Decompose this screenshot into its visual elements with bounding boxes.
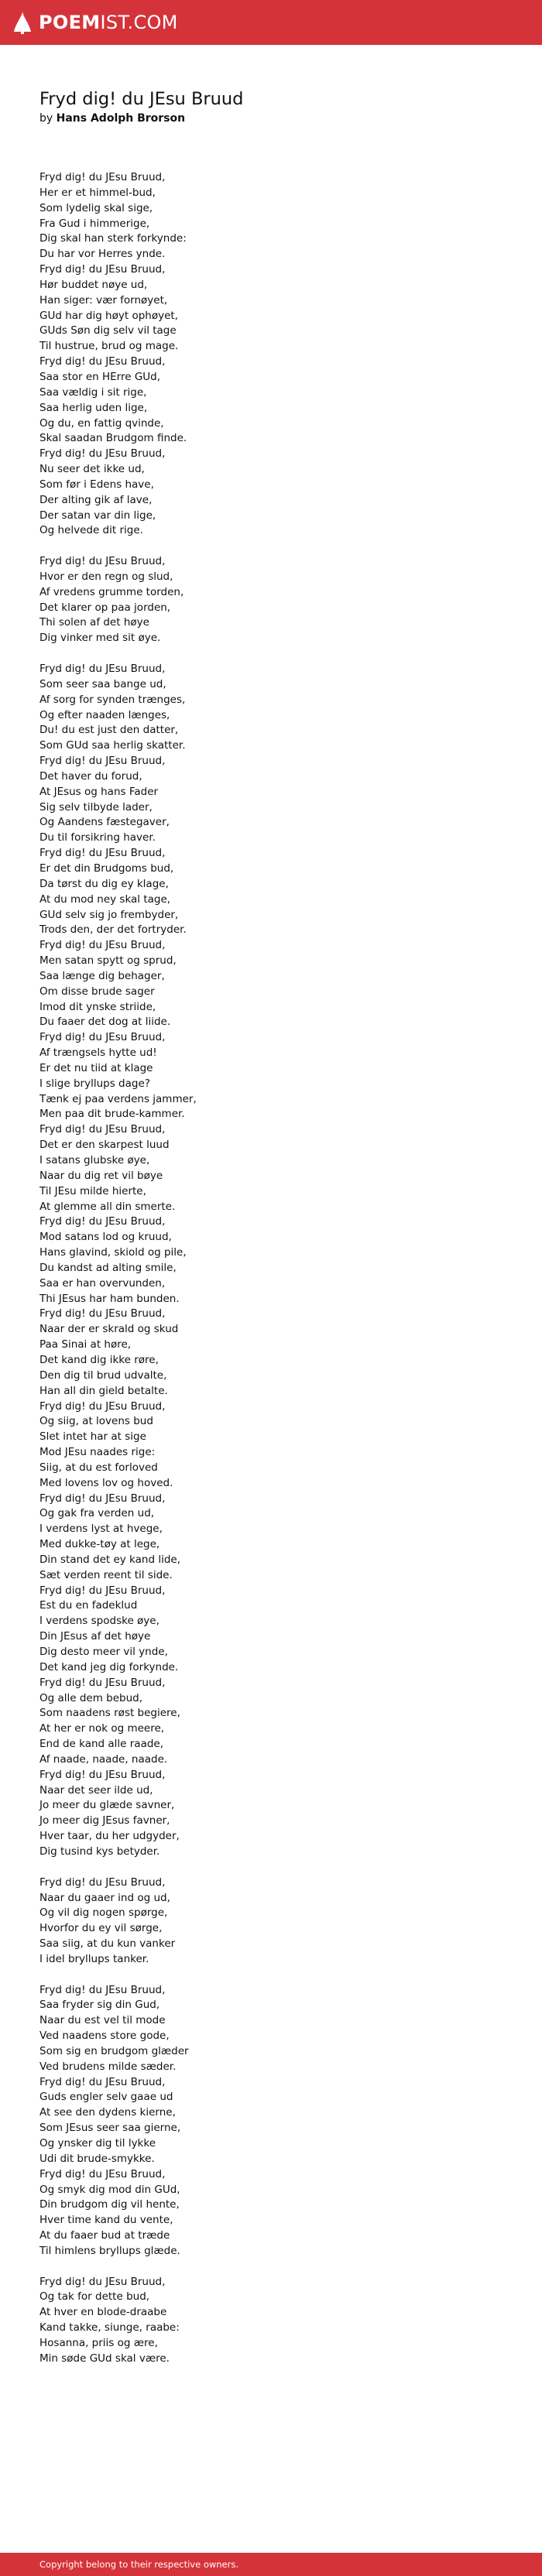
poem-line: Hver taar, du her udgyder, <box>39 1830 180 1843</box>
poem-line: Er det din Brudgoms bud, <box>39 862 174 875</box>
poem-line: Hør buddet nøye ud, <box>39 278 148 291</box>
poem-line: Og alle dem bebud, <box>39 1691 143 1704</box>
poem-line: Sæt verden reent til side. <box>39 1568 173 1581</box>
poem-line: Jo meer du glæde savner, <box>39 1799 175 1812</box>
poem-line: Som sig en brudgom glæder <box>39 2044 189 2057</box>
poem-line: Paa Sinai at høre, <box>39 1338 132 1351</box>
poem-line: Hver time kand du vente, <box>39 2214 173 2227</box>
poem-line: Du til forsikring haver. <box>39 831 156 844</box>
poem-line: Det kand jeg dig forkynde. <box>39 1660 179 1673</box>
poem-line: Fryd dig! du JEsu Bruud, <box>39 663 166 675</box>
poem-line: Der alting gik af lave, <box>39 493 153 506</box>
poem-line: At her er nok og meere, <box>39 1722 165 1735</box>
poem-line: Jo meer dig JEsus favner, <box>39 1814 170 1828</box>
poem-line: Af trængsels hytte ud! <box>39 1046 157 1060</box>
poem-line: Fryd dig! du JEsu Bruud, <box>39 1492 166 1505</box>
poem-line: Saa fryder sig din Gud, <box>39 1999 160 2012</box>
poem-line: Det haver du forud, <box>39 769 142 783</box>
poem-line: Saa stor en HErre GUd, <box>39 370 161 383</box>
poem-line: Han siger: vær fornøyet, <box>39 293 168 307</box>
poem-stanza <box>39 662 504 1860</box>
poem-line: Det kand dig ikke røre, <box>39 1353 159 1366</box>
poem-line: Af vredens grumme torden, <box>39 585 184 598</box>
poem-line: Og gak fra verden ud, <box>39 1507 155 1520</box>
poem-line: Som JEsus seer saa gierne, <box>39 2122 181 2135</box>
poem-line: Mod satans lod og kruud, <box>39 1231 172 1244</box>
poem-line: Om disse brude sager <box>39 985 155 998</box>
poem-line: Og ynsker dig til lykke <box>39 2137 156 2150</box>
site-logo-text <box>39 13 178 32</box>
poem-line: Da tørst du dig ey klage, <box>39 877 169 890</box>
poem-line: Og tak for dette bud, <box>39 2290 150 2304</box>
poem-line: Dig vinker med sit øye. <box>39 632 161 645</box>
poem-line: End de kand alle raade, <box>39 1738 164 1751</box>
poem-line: Af naade, naade, naade. <box>39 1752 168 1766</box>
poem-line: Siig, at du est forloved <box>39 1461 158 1474</box>
poem-line: Saa er han overvunden, <box>39 1276 166 1290</box>
poem-line: GUd selv sig jo frembyder, <box>39 908 179 921</box>
poem-line: Af sorg for synden trænges, <box>39 693 186 706</box>
poem-author-link[interactable]: Hans Adolph Brorson <box>56 112 186 125</box>
poem-line: Fryd dig! du JEsu Bruud, <box>39 447 166 461</box>
copyright-text: Copyright belong to their respective owners. <box>39 2559 239 2570</box>
poem-line: GUd har dig høyt ophøyet, <box>39 309 178 322</box>
poem-line: Det er den skarpest luud <box>39 1139 170 1152</box>
poem-line: Fryd dig! du JEsu Bruud, <box>39 1031 166 1044</box>
poem-line: Fryd dig! du JEsu Bruud, <box>39 1123 166 1136</box>
poem-line: Dig tusind kys betyder. <box>39 1845 160 1858</box>
poem-line: Som seer saa bange ud, <box>39 677 166 690</box>
poem-line: Skal saadan Brudgom finde. <box>39 432 187 445</box>
poem-line: Fryd dig! du JEsu Bruud, <box>39 2275 166 2288</box>
poem-line: Saa siig, at du kun vanker <box>39 1937 176 1951</box>
poem-line: Thi JEsus har ham bunden. <box>39 1292 180 1305</box>
poem-line: Fryd dig! du JEsu Bruud, <box>39 1676 166 1689</box>
poem-line: GUds Søn dig selv vil tage <box>39 324 177 337</box>
poem-title: Fryd dig! du JEsu Bruud <box>39 89 244 109</box>
poem-line: Ved naadens store gode, <box>39 2030 170 2043</box>
poem-line: Saa længe dig behager, <box>39 969 165 982</box>
poem-line: Naar du dig ret vil bøye <box>39 1169 163 1182</box>
poem-line: Fryd dig! du JEsu Bruud, <box>39 1875 166 1889</box>
poem-line: I verdens spodske øye, <box>39 1615 160 1628</box>
logo-text-bold: POEM <box>39 12 101 33</box>
poem-stanza <box>39 2275 504 2367</box>
site-logo-link[interactable] <box>12 11 178 34</box>
poem-line: At hver en blode-draabe <box>39 2306 167 2319</box>
poem-line: Du faaer det dog at liide. <box>39 1016 171 1029</box>
poem-line: Men paa dit brude-kammer. <box>39 1108 185 1121</box>
poem-line: Dig skal han sterk forkynde: <box>39 232 187 245</box>
poem-line: At glemme all din smerte. <box>39 1200 176 1213</box>
poem-line: Du kandst ad alting smile, <box>39 1261 177 1274</box>
poem-line: Til himlens bryllups glæde. <box>39 2244 180 2257</box>
poem-line: Med dukke-tøy at lege, <box>39 1538 160 1551</box>
poem-line: Hvor er den regn og slud, <box>39 570 173 583</box>
poem-line: Fryd dig! du JEsu Bruud, <box>39 847 166 860</box>
poem-byline <box>39 111 243 126</box>
poem-line: Thi solen af det høye <box>39 616 149 629</box>
poem-line: Fryd dig! du JEsu Bruud, <box>39 1307 166 1321</box>
poem-line: Fryd dig! du JEsu Bruud, <box>39 1983 166 1996</box>
poem-line: Tænk ej paa verdens jammer, <box>39 1092 197 1105</box>
poem-line: Naar du est vel til mode <box>39 2014 166 2027</box>
poem-line: I satans glubske øye, <box>39 1154 150 1166</box>
by-label: by <box>39 112 53 125</box>
poem-line: Fryd dig! du JEsu Bruud, <box>39 171 166 183</box>
poem-line: Til JEsu milde hierte, <box>39 1184 146 1197</box>
poem-stanza <box>39 170 504 539</box>
poem-line: Hans glavind, skiold og pile, <box>39 1246 187 1259</box>
poem-line: At see den dydens kierne, <box>39 2106 176 2119</box>
poem-line: Sig selv tilbyde lader, <box>39 800 153 814</box>
poem-stanza <box>39 1983 504 2259</box>
poem-line: Slet intet har at sige <box>39 1430 146 1444</box>
poem-line: Fryd dig! du JEsu Bruud, <box>39 755 166 768</box>
poem-line: Imod dit ynske striide, <box>39 1000 156 1013</box>
poem-line: Det klarer op paa jorden, <box>39 601 171 614</box>
poem-line: Din JEsus af det høye <box>39 1630 151 1643</box>
poem-line: Est du en fadeklud <box>39 1599 138 1612</box>
poem-line: Naar det seer ilde ud, <box>39 1783 153 1797</box>
poem-line: Og helvede dit rige. <box>39 524 143 537</box>
site-footer <box>0 2553 542 2576</box>
poem-line: Og Aandens fæstegaver, <box>39 816 170 829</box>
poem-line: Nu seer det ikke ud, <box>39 463 145 476</box>
poem-line: Saa herlig uden lige, <box>39 401 148 414</box>
poem-line: Fryd dig! du JEsu Bruud, <box>39 1584 166 1597</box>
poem-line: Guds engler selv gaae ud <box>39 2091 173 2104</box>
poem-line: Og du, en fattig qvinde, <box>39 416 164 430</box>
poem-line: Til hustrue, brud og mage. <box>39 340 179 353</box>
poem-line: I verdens lyst at hvege, <box>39 1523 163 1536</box>
poem-line: Og vil dig nogen spørge, <box>39 1906 168 1920</box>
poem-line: Fryd dig! du JEsu Bruud, <box>39 1399 166 1413</box>
poem-line: Som før i Edens have, <box>39 478 154 491</box>
poem-line: Og siig, at lovens bud <box>39 1415 153 1428</box>
poem-line: Hvorfor du ey vil sørge, <box>39 1922 163 1935</box>
poem-line: Og efter naaden længes, <box>39 708 170 721</box>
poem-line: Trods den, der det fortryder. <box>39 923 187 937</box>
poem-line: Og smyk dig mod din GUd, <box>39 2183 180 2196</box>
poemist-logo-icon <box>12 11 33 34</box>
poem-line: Med lovens lov og hoved. <box>39 1476 173 1489</box>
poem-line: At du mod ney skal tage, <box>39 892 171 906</box>
poem-line: Fryd dig! du JEsu Bruud, <box>39 263 166 276</box>
poem-line: Du! du est just den datter, <box>39 724 179 737</box>
poem-line: Fryd dig! du JEsu Bruud, <box>39 555 166 568</box>
poem-stanza <box>39 1875 504 1968</box>
logo-text-light: IST.COM <box>100 12 178 33</box>
poem-line: Ved brudens milde sæder. <box>39 2060 177 2073</box>
poem-line: Naar der er skrald og skud <box>39 1323 179 1336</box>
poem-line: Fryd dig! du JEsu Bruud, <box>39 1215 166 1228</box>
poem-line: Naar du gaaer ind og ud, <box>39 1891 170 1904</box>
poem-line: Fryd dig! du JEsu Bruud, <box>39 2075 166 2088</box>
poem-line: Som lydelig skal sige, <box>39 201 153 214</box>
poem-line: Min søde GUd skal være. <box>39 2352 170 2365</box>
poem-line: I slige bryllups dage? <box>39 1077 150 1090</box>
poem-line: Der satan var din lige, <box>39 509 156 522</box>
poem-line: Mod JEsu naades rige: <box>39 1446 156 1459</box>
poem-line: Din stand det ey kand lide, <box>39 1553 180 1566</box>
poem-line: Saa vældig i sit rige, <box>39 385 147 399</box>
poem-line: Som GUd saa herlig skatter. <box>39 739 186 752</box>
poem-line: Her er et himmel-bud, <box>39 186 156 199</box>
poem-line: At JEsus og hans Fader <box>39 785 159 798</box>
poem-line: Hosanna, priis og ære, <box>39 2336 158 2349</box>
poem-line: Du har vor Herres ynde. <box>39 248 166 261</box>
poem-line: Han all din gield betalte. <box>39 1384 168 1397</box>
poem-line: Fryd dig! du JEsu Bruud, <box>39 939 166 952</box>
poem-line: Som naadens røst begiere, <box>39 1707 180 1720</box>
poem-line: Din brudgom dig vil hente, <box>39 2198 180 2211</box>
poem-line: Kand takke, siunge, raabe: <box>39 2321 180 2334</box>
poem-line: Fryd dig! du JEsu Bruud, <box>39 1768 166 1781</box>
poem-line: At du faaer bud at træde <box>39 2229 170 2242</box>
poem-body <box>39 170 504 2382</box>
poem-line: Er det nu tiid at klage <box>39 1061 153 1074</box>
poem-line: Fryd dig! du JEsu Bruud, <box>39 2167 166 2180</box>
poem-line: Dig desto meer vil ynde, <box>39 1646 168 1658</box>
poem-line: Men satan spytt og sprud, <box>39 954 177 968</box>
poem-line: I idel bryllups tanker. <box>39 1952 149 1965</box>
poem-line: Fryd dig! du JEsu Bruud, <box>39 355 166 368</box>
poem-line: Den dig til brud udvalte, <box>39 1368 167 1382</box>
top-navigation-bar <box>0 0 542 45</box>
poem-line: Fra Gud i himmerige, <box>39 217 150 230</box>
poem-line: Udi dit brude-smykke. <box>39 2152 155 2165</box>
poem-header <box>39 87 243 126</box>
poem-stanza <box>39 554 504 646</box>
